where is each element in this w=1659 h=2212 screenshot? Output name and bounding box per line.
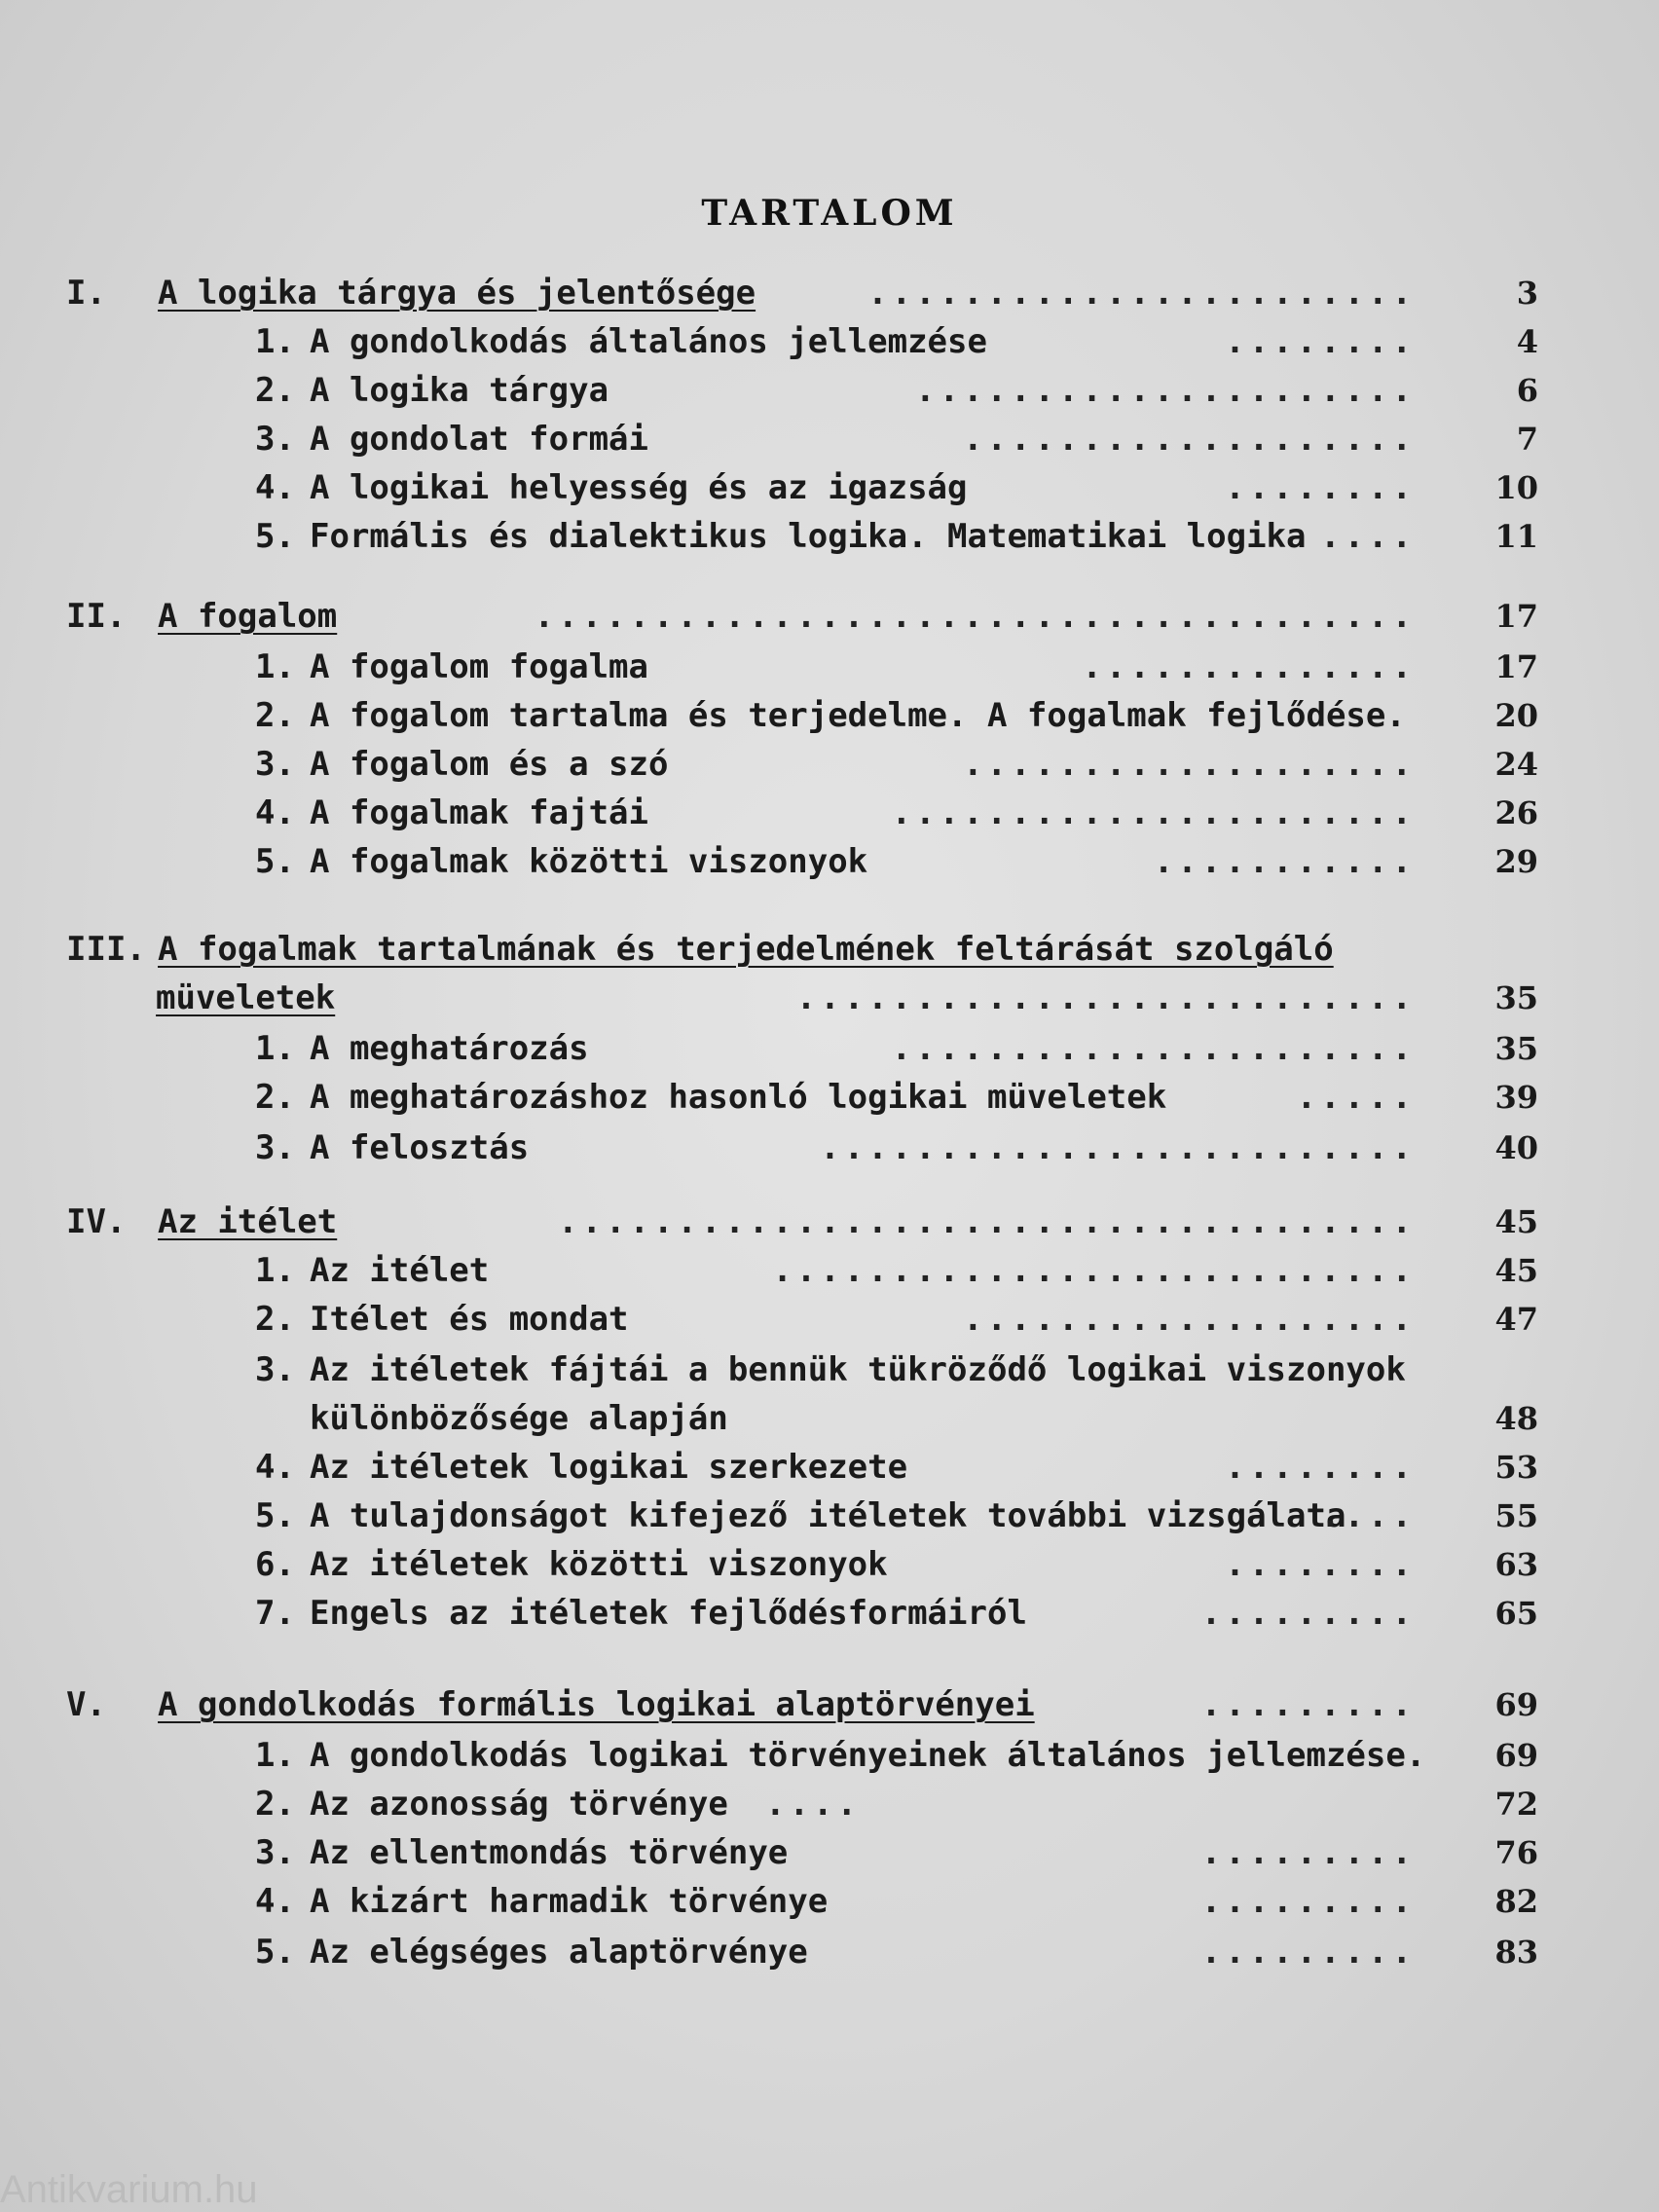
page-number: 35: [1494, 979, 1538, 1016]
toc-item: [0, 368, 1659, 413]
chapter-title: A fogalmak tartalmának és terjedelmének feltárását szolgáló: [158, 930, 1334, 969]
toc-item: [0, 1930, 1659, 1974]
toc-item: [0, 693, 1659, 738]
item-title: A meghatározáshoz hasonló logikai müveletek: [310, 1078, 1167, 1117]
item-number: 3.: [255, 1833, 295, 1872]
chapter-title: A gondolkodás formális logikai alaptörvényei: [158, 1685, 1035, 1724]
chapter-number: V.: [66, 1685, 106, 1724]
toc-item: [0, 1493, 1659, 1538]
dot-leader: .....................................: [534, 597, 1416, 636]
item-title: A kizárt harmadik törvénye: [310, 1882, 829, 1921]
toc-item: [0, 1248, 1659, 1293]
page-number: 24: [1494, 746, 1538, 783]
page-number: 47: [1494, 1301, 1538, 1338]
item-title: Az itélet: [310, 1251, 490, 1290]
chapter-number: I.: [66, 274, 106, 313]
page-number: 45: [1494, 1203, 1538, 1240]
toc-item: [0, 742, 1659, 787]
dot-leader: ......................: [891, 1029, 1416, 1068]
dot-leader: ....................................: [558, 1202, 1416, 1241]
toc-item: [0, 1125, 1659, 1170]
toc-item: [0, 1830, 1659, 1875]
dot-leader: ....: [765, 1785, 861, 1824]
item-number: 5.: [255, 1933, 295, 1972]
toc-item: [0, 1733, 1659, 1778]
page-number: 55: [1494, 1497, 1538, 1534]
page-number: 29: [1494, 843, 1538, 880]
toc-item: [0, 1297, 1659, 1342]
chapter-heading: [0, 927, 1659, 972]
page-number: 17: [1494, 598, 1538, 635]
item-number: 4.: [255, 468, 295, 507]
dot-leader: ...........: [1153, 842, 1416, 881]
item-title: A felosztás: [310, 1128, 530, 1167]
item-title: A fogalmak közötti viszonyok: [310, 842, 868, 881]
toc-item: [0, 1879, 1659, 1924]
item-title: Formális és dialektikus logika. Matematikai logika: [310, 517, 1307, 556]
item-number: 6.: [255, 1545, 295, 1584]
item-number: 2.: [255, 1300, 295, 1339]
chapter-number: IV.: [66, 1202, 127, 1241]
dot-leader: ...........................: [772, 1251, 1416, 1290]
page-number: 17: [1494, 648, 1538, 685]
dot-leader: ....: [1320, 1496, 1416, 1535]
dot-leader: ...................: [963, 745, 1416, 784]
item-number: 3.: [255, 745, 295, 784]
page-number: 7: [1516, 421, 1538, 458]
item-title: Az itéletek közötti viszonyok: [310, 1545, 888, 1584]
item-title: Az azonosság törvénye: [310, 1785, 728, 1824]
item-title: Itélet és mondat: [310, 1300, 629, 1339]
chapter-heading: [0, 271, 1659, 315]
toc-item: [0, 1026, 1659, 1071]
page-number: 20: [1494, 697, 1538, 734]
item-number: 7.: [255, 1594, 295, 1633]
chapter-heading: [0, 1682, 1659, 1727]
page-number: 69: [1494, 1737, 1538, 1774]
item-title: A fogalom tartalma és terjedelme. A fogalmak fejlődése.: [310, 696, 1406, 735]
page-number: 35: [1494, 1030, 1538, 1067]
item-number: 1.: [255, 1736, 295, 1775]
item-number: 5.: [255, 842, 295, 881]
dot-leader: ...................: [963, 1300, 1416, 1339]
item-number: 3.: [255, 1350, 295, 1389]
dot-leader: .......................: [867, 274, 1416, 313]
item-number: 2.: [255, 696, 295, 735]
toc-item: [0, 791, 1659, 835]
page-number: 39: [1494, 1079, 1538, 1116]
item-title: A meghatározás: [310, 1029, 589, 1068]
dot-leader: .........: [1200, 1594, 1416, 1633]
dot-leader: ........: [1225, 322, 1416, 361]
dot-leader: .........................: [820, 1128, 1416, 1167]
toc-item: [0, 839, 1659, 884]
chapter-title: müveletek: [156, 978, 336, 1017]
dot-leader: ........: [1225, 468, 1416, 507]
item-number: 1.: [255, 1029, 295, 1068]
item-title: különbözősége alapján: [310, 1399, 728, 1438]
item-title: Az ellentmondás törvénye: [310, 1833, 789, 1872]
item-number: 5.: [255, 517, 295, 556]
toc-item: [0, 1075, 1659, 1120]
dot-leader: ......................: [891, 793, 1416, 832]
toc-item: [0, 465, 1659, 510]
item-title: Az itéletek logikai szerkezete: [310, 1448, 908, 1487]
page-number: 76: [1494, 1834, 1538, 1871]
dot-leader: .....: [1296, 1078, 1416, 1117]
chapter-number: III.: [66, 930, 146, 969]
item-number: 2.: [255, 1078, 295, 1117]
item-title: A gondolkodás általános jellemzése: [310, 322, 987, 361]
page-number: 45: [1494, 1252, 1538, 1289]
dot-leader: .........: [1200, 1685, 1416, 1724]
toc-item: [0, 1445, 1659, 1490]
toc-item: [0, 1542, 1659, 1587]
chapter-title: A logika tárgya és jelentősége: [158, 274, 756, 313]
page-number: 72: [1494, 1786, 1538, 1823]
chapter-title: Az itélet: [158, 1202, 338, 1241]
item-number: 3.: [255, 1128, 295, 1167]
toc-item: [0, 1347, 1659, 1392]
toc-item: [0, 1591, 1659, 1636]
chapter-title: A fogalom: [158, 597, 338, 636]
page-title: TARTALOM: [701, 193, 958, 234]
page-number: 48: [1494, 1400, 1538, 1437]
toc-item-continued: [0, 1396, 1659, 1441]
page-number: 53: [1494, 1449, 1538, 1486]
chapter-heading: [0, 594, 1659, 639]
toc-item: [0, 319, 1659, 364]
dot-leader: ....: [1320, 517, 1416, 556]
item-title: A fogalom fogalma: [310, 647, 648, 686]
item-number: 4.: [255, 793, 295, 832]
dot-leader: ..........................: [795, 978, 1416, 1017]
page-number: 4: [1516, 323, 1538, 360]
item-number: 4.: [255, 1882, 295, 1921]
dot-leader: .........: [1200, 1933, 1416, 1972]
dot-leader: .........: [1200, 1833, 1416, 1872]
item-title: A fogalom és a szó: [310, 745, 669, 784]
item-number: 3.: [255, 420, 295, 459]
chapter-heading: [0, 1199, 1659, 1244]
page-number: 10: [1494, 469, 1538, 506]
toc-item: [0, 645, 1659, 689]
watermark: Antikvarium.hu: [0, 2168, 258, 2211]
page-number: 3: [1516, 275, 1538, 312]
dot-leader: .........: [1200, 1882, 1416, 1921]
dot-leader: ........: [1225, 1448, 1416, 1487]
item-title: A tulajdonságot kifejező itéletek további vizsgálata: [310, 1496, 1346, 1535]
item-title: A logikai helyesség és az igazság: [310, 468, 968, 507]
toc-item: [0, 514, 1659, 559]
item-number: 4.: [255, 1448, 295, 1487]
page-number: 26: [1494, 794, 1538, 831]
item-number: 2.: [255, 1785, 295, 1824]
page-number: 63: [1494, 1546, 1538, 1583]
chapter-heading-continued: [0, 976, 1659, 1020]
item-title: Az elégséges alaptörvénye: [310, 1933, 808, 1972]
dot-leader: ...................: [963, 420, 1416, 459]
item-number: 1.: [255, 322, 295, 361]
page-number: 69: [1494, 1686, 1538, 1723]
item-title: A logika tárgya: [310, 371, 609, 410]
item-number: 1.: [255, 647, 295, 686]
item-title: A fogalmak fajtái: [310, 793, 648, 832]
page-number: 83: [1494, 1934, 1538, 1971]
dot-leader: ........: [1225, 1545, 1416, 1584]
item-title: Az itéletek fájtái a bennük tükröződő logikai viszonyok: [310, 1350, 1406, 1389]
toc-item: [0, 1782, 1659, 1826]
item-title: Engels az itéletek fejlődésformáiról: [310, 1594, 1027, 1633]
chapter-number: II.: [66, 597, 127, 636]
item-number: 2.: [255, 371, 295, 410]
page-number: 40: [1494, 1129, 1538, 1166]
page-number: 65: [1494, 1595, 1538, 1632]
toc-item: [0, 417, 1659, 461]
item-title: A gondolat formái: [310, 420, 648, 459]
page-number: 82: [1494, 1883, 1538, 1920]
page-number: 6: [1516, 372, 1538, 409]
dot-leader: .....................: [915, 371, 1416, 410]
item-title: A gondolkodás logikai törvényeinek általános jellemzése.: [310, 1736, 1426, 1775]
item-number: 1.: [255, 1251, 295, 1290]
page-number: 11: [1494, 518, 1538, 555]
dot-leader: ..............: [1082, 647, 1416, 686]
item-number: 5.: [255, 1496, 295, 1535]
